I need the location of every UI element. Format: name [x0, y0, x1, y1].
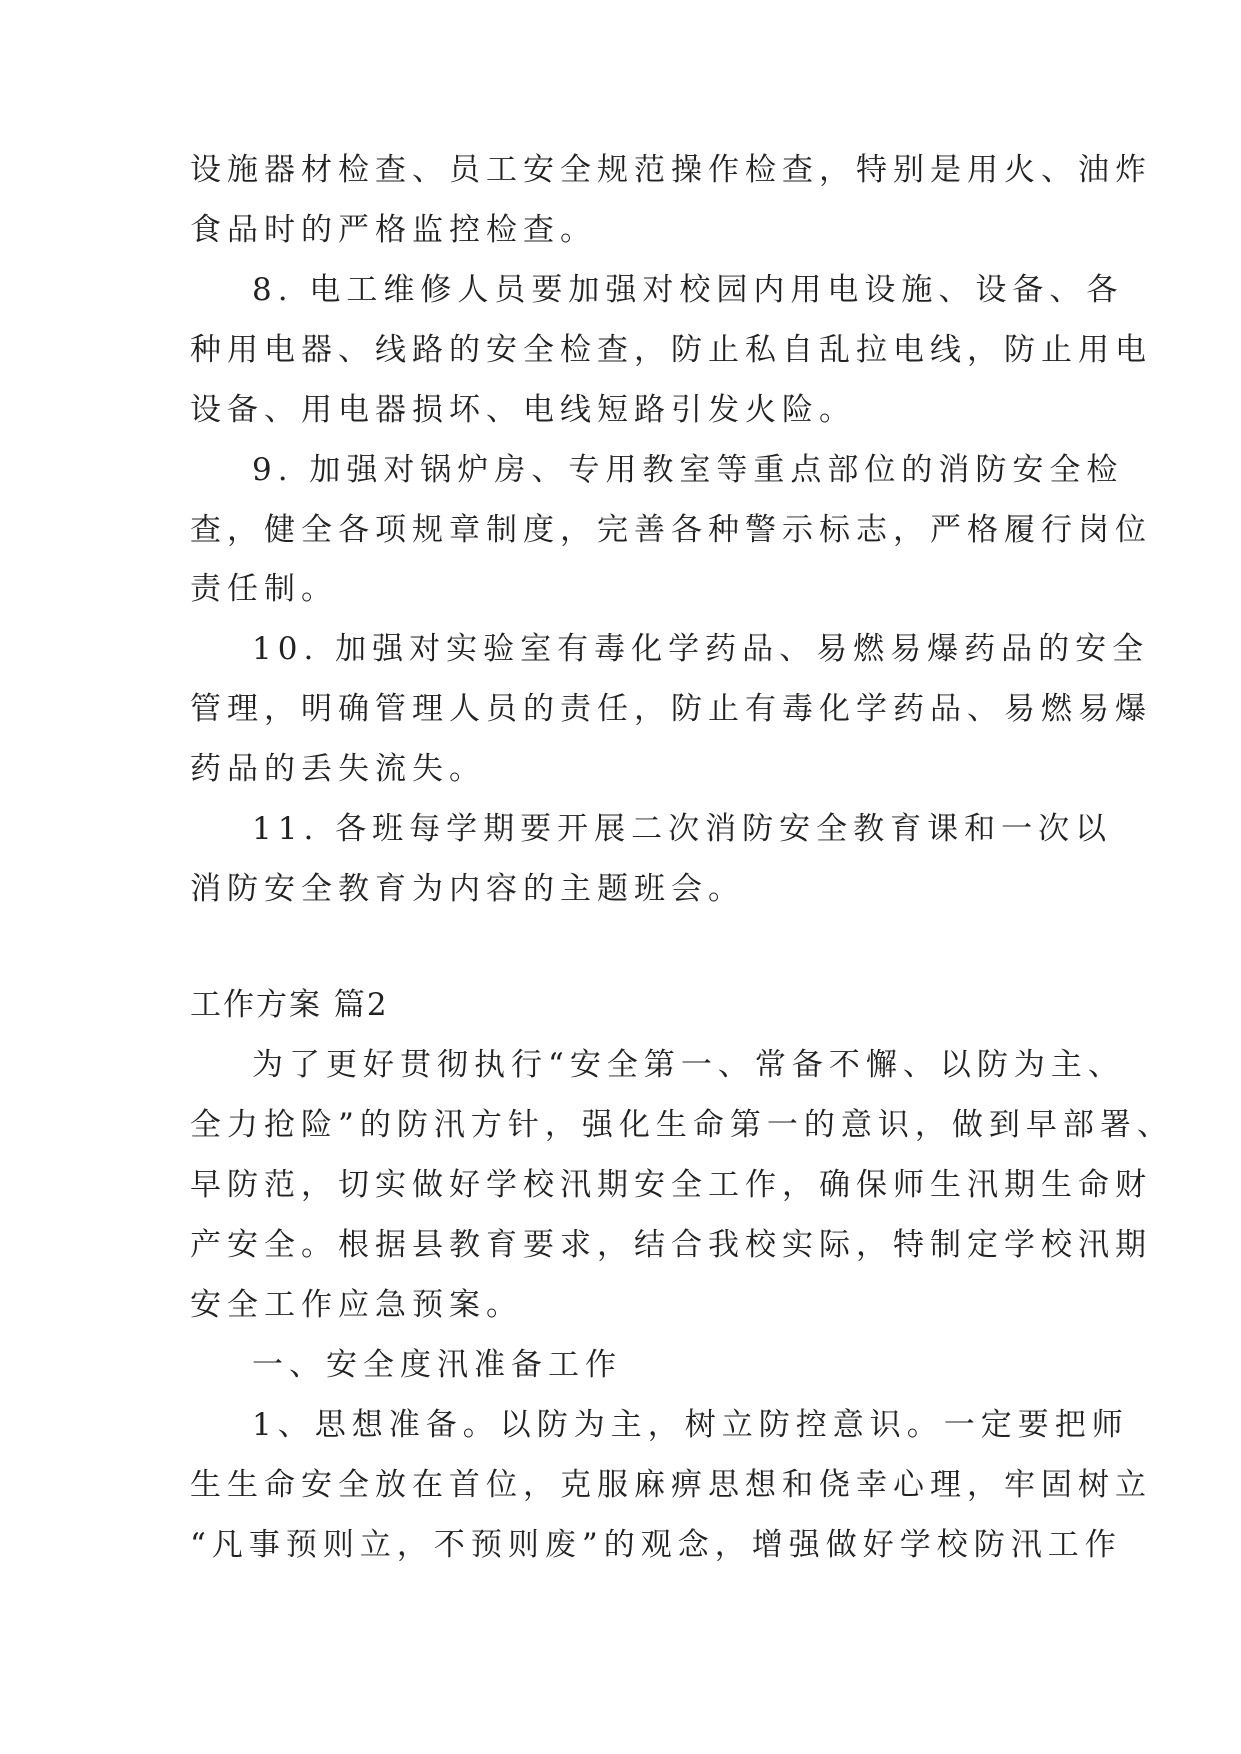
text-line: 种用电器、线路的安全检查，防止私自乱拉电线，防止用电	[190, 332, 1152, 368]
text-line: 责任制。	[190, 571, 338, 607]
text-line: 安全工作应急预案。	[190, 1287, 523, 1323]
text-line: 管理，明确管理人员的责任，防止有毒化学药品、易燃易爆	[190, 691, 1152, 727]
text-line: 消防安全教育为内容的主题班会。	[190, 871, 745, 907]
text-line: “凡事预则立，不预则废”的观念，增强做好学校防汛工作	[190, 1527, 1122, 1563]
paragraph-item-9: 9. 加强对锅炉房、专用教室等重点部位的消防安全检	[252, 452, 1124, 488]
paragraph-intro: 为了更好贯彻执行“安全第一、常备不懈、以防为主、	[252, 1047, 1125, 1083]
paragraph-item-1: 1、思想准备。以防为主，树立防控意识。一定要把师	[252, 1407, 1129, 1443]
subsection-heading: 一、安全度汛准备工作	[252, 1347, 622, 1383]
section-heading: 工作方案 篇2	[190, 987, 389, 1023]
text-line: 全力抢险”的防汛方针，强化生命第一的意识，做到早部署、	[190, 1107, 1174, 1143]
text-line: 药品的丢失流失。	[190, 751, 486, 787]
paragraph-item-11: 11. 各班每学期要开展二次消防安全教育课和一次以	[252, 811, 1113, 847]
text-line: 早防范，切实做好学校汛期安全工作，确保师生汛期生命财	[190, 1167, 1152, 1203]
paragraph-item-10: 10. 加强对实验室有毒化学药品、易燃易爆药品的安全	[252, 631, 1150, 667]
paragraph-item-8: 8. 电工维修人员要加强对校园内用电设施、设备、各	[252, 272, 1124, 308]
text-line: 查，健全各项规章制度，完善各种警示标志，严格履行岗位	[190, 512, 1152, 548]
text-line: 设备、用电器损坏、电线短路引发火险。	[190, 392, 856, 428]
text-line: 产安全。根据县教育要求，结合我校实际，特制定学校汛期	[190, 1227, 1152, 1263]
text-line: 生生命安全放在首位，克服麻痹思想和侥幸心理，牢固树立	[190, 1467, 1152, 1503]
text-line: 食品时的严格监控检查。	[190, 212, 597, 248]
text-line: 设施器材检查、员工安全规范操作检查，特别是用火、油炸	[190, 152, 1152, 188]
